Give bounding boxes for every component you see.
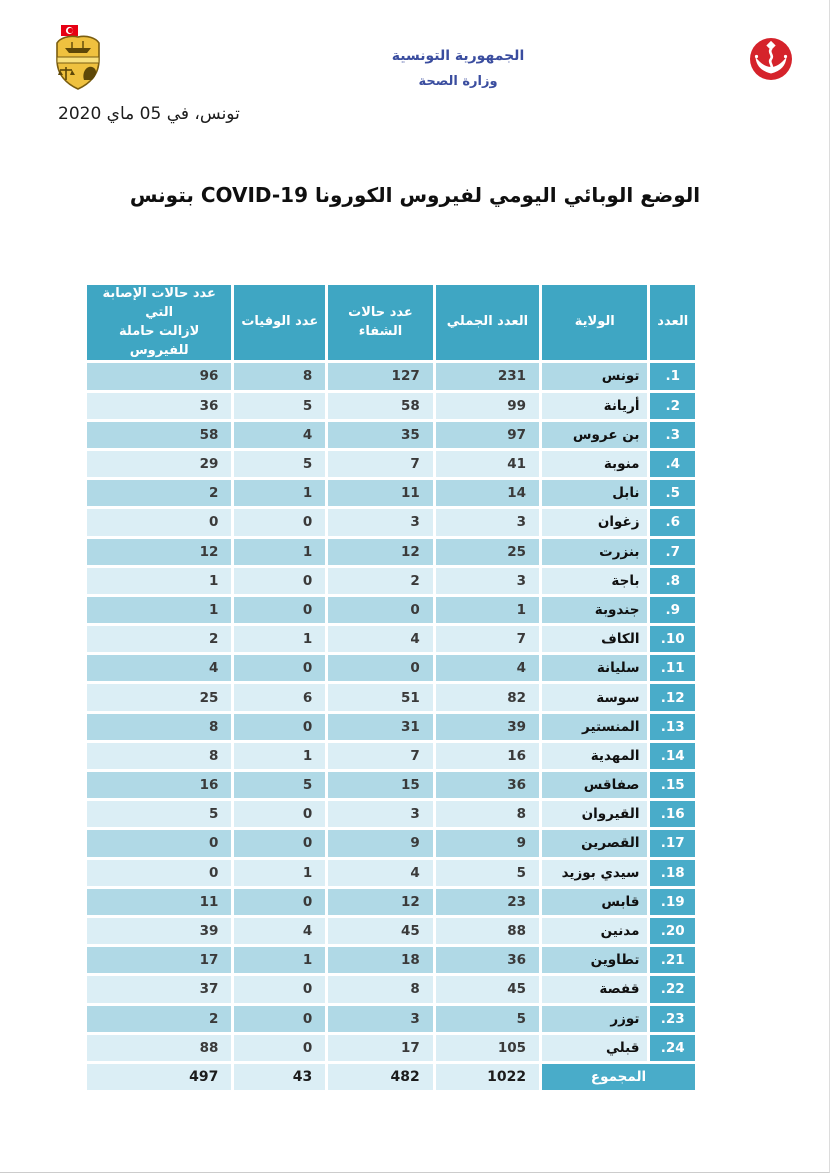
active-cases-cell: 25 <box>87 684 231 710</box>
table-header <box>87 285 695 360</box>
active-cases-cell: 17 <box>87 947 231 973</box>
row-index-cell: 21. <box>650 947 695 973</box>
active-cases-cell: 29 <box>87 451 231 477</box>
deaths-cell: 0 <box>234 597 325 623</box>
total-cases-cell: 5 <box>436 860 539 886</box>
total-cases-cell: 39 <box>436 714 539 740</box>
deaths-cell: 1 <box>234 947 325 973</box>
deaths-cell: 0 <box>234 830 325 856</box>
active-cases-cell: 39 <box>87 918 231 944</box>
table-row <box>87 801 695 827</box>
deaths-cell: 1 <box>234 626 325 652</box>
row-index-cell: 17. <box>650 830 695 856</box>
col-header-active-line1: عدد حالات الإصابة التي <box>102 286 216 320</box>
recovered-cases-cell: 31 <box>328 714 433 740</box>
row-index-cell: 9. <box>650 597 695 623</box>
table-row <box>87 947 695 973</box>
governorate-cell: قبلي <box>542 1035 647 1061</box>
col-header-active-line2: لازالت حاملة للفيروس <box>119 323 200 358</box>
row-index-cell: 12. <box>650 684 695 710</box>
total-cases-cell: 14 <box>436 480 539 506</box>
row-index-cell: 1. <box>650 363 695 389</box>
governorate-cell: مدنين <box>542 918 647 944</box>
total-cases-cell: 8 <box>436 801 539 827</box>
letterhead-text <box>308 48 608 89</box>
table-row <box>87 422 695 448</box>
governorate-cell: الكاف <box>542 626 647 652</box>
row-index-cell: 7. <box>650 539 695 565</box>
active-cases-cell: 2 <box>87 626 231 652</box>
governorate-cell: قفصة <box>542 976 647 1002</box>
recovered-cases-cell: 58 <box>328 393 433 419</box>
total-row <box>87 1064 695 1090</box>
deaths-cell: 0 <box>234 889 325 915</box>
table-row <box>87 568 695 594</box>
total-cases-cell: 25 <box>436 539 539 565</box>
governorate-cell: منوبة <box>542 451 647 477</box>
deaths-cell: 0 <box>234 1006 325 1032</box>
col-header-recovered <box>328 285 433 360</box>
recovered-cases-cell: 35 <box>328 422 433 448</box>
deaths-cell: 0 <box>234 655 325 681</box>
total-cases-cell: 36 <box>436 947 539 973</box>
active-cases-cell: 1 <box>87 568 231 594</box>
recovered-cases-cell: 11 <box>328 480 433 506</box>
row-index-cell: 11. <box>650 655 695 681</box>
col-header-total-label: العدد الجملي <box>446 314 529 330</box>
governorate-cell: أريانة <box>542 393 647 419</box>
ministry-title: وزارة الصحة <box>418 74 498 89</box>
table-row <box>87 626 695 652</box>
total-cases-cell: 88 <box>436 918 539 944</box>
recovered-cases-cell: 7 <box>328 451 433 477</box>
active-cases-cell: 2 <box>87 1006 231 1032</box>
recovered-cases-cell: 4 <box>328 626 433 652</box>
total-cases-cell: 9 <box>436 830 539 856</box>
total-cases-value: 1022 <box>436 1064 539 1090</box>
row-index-cell: 19. <box>650 889 695 915</box>
row-index-cell: 3. <box>650 422 695 448</box>
recovered-cases-cell: 0 <box>328 597 433 623</box>
table-row <box>87 1006 695 1032</box>
row-index-cell: 20. <box>650 918 695 944</box>
table-row <box>87 976 695 1002</box>
table-row <box>87 451 695 477</box>
governorate-cell: تونس <box>542 363 647 389</box>
recovered-cases-cell: 3 <box>328 509 433 535</box>
col-header-recovered-line2: الشفاء <box>358 323 403 339</box>
row-index-cell: 6. <box>650 509 695 535</box>
row-index-cell: 15. <box>650 772 695 798</box>
total-cases-cell: 41 <box>436 451 539 477</box>
table-row <box>87 684 695 710</box>
active-cases-cell: 12 <box>87 539 231 565</box>
deaths-cell: 0 <box>234 568 325 594</box>
active-cases-cell: 36 <box>87 393 231 419</box>
row-index-cell: 16. <box>650 801 695 827</box>
deaths-cell: 1 <box>234 480 325 506</box>
recovered-cases-cell: 12 <box>328 889 433 915</box>
ministry-of-health-logo-icon <box>748 36 794 82</box>
total-active-value: 497 <box>87 1064 231 1090</box>
row-index-cell: 24. <box>650 1035 695 1061</box>
total-row-label: المجموع <box>542 1064 695 1090</box>
table-row <box>87 393 695 419</box>
row-index-cell: 5. <box>650 480 695 506</box>
row-index-cell: 18. <box>650 860 695 886</box>
recovered-cases-cell: 18 <box>328 947 433 973</box>
recovered-cases-cell: 0 <box>328 655 433 681</box>
governorate-cell: نابل <box>542 480 647 506</box>
row-index-cell: 13. <box>650 714 695 740</box>
row-index-cell: 10. <box>650 626 695 652</box>
active-cases-cell: 0 <box>87 860 231 886</box>
table-row <box>87 655 695 681</box>
row-index-cell: 22. <box>650 976 695 1002</box>
col-header-active <box>87 285 231 360</box>
deaths-cell: 8 <box>234 363 325 389</box>
row-index-cell: 2. <box>650 393 695 419</box>
active-cases-cell: 0 <box>87 509 231 535</box>
total-cases-cell: 82 <box>436 684 539 710</box>
recovered-cases-cell: 9 <box>328 830 433 856</box>
governorate-cell: بن عروس <box>542 422 647 448</box>
recovered-cases-cell: 3 <box>328 1006 433 1032</box>
total-cases-cell: 97 <box>436 422 539 448</box>
deaths-cell: 1 <box>234 860 325 886</box>
col-header-total <box>436 285 539 360</box>
col-header-governorate <box>542 285 647 360</box>
col-header-index-label: العدد <box>657 314 689 330</box>
active-cases-cell: 58 <box>87 422 231 448</box>
recovered-cases-cell: 2 <box>328 568 433 594</box>
table-row <box>87 830 695 856</box>
deaths-cell: 1 <box>234 743 325 769</box>
table-row <box>87 363 695 389</box>
recovered-cases-cell: 3 <box>328 801 433 827</box>
col-header-deaths-label: عدد الوفيات <box>241 314 319 330</box>
total-cases-cell: 45 <box>436 976 539 1002</box>
total-cases-cell: 7 <box>436 626 539 652</box>
table-body <box>87 363 695 1061</box>
table-row <box>87 772 695 798</box>
deaths-cell: 0 <box>234 1035 325 1061</box>
active-cases-cell: 8 <box>87 743 231 769</box>
col-header-governorate-label: الولاية <box>574 314 615 330</box>
total-cases-cell: 105 <box>436 1035 539 1061</box>
total-cases-cell: 4 <box>436 655 539 681</box>
governorate-cell: تطاوين <box>542 947 647 973</box>
deaths-cell: 4 <box>234 918 325 944</box>
active-cases-cell: 88 <box>87 1035 231 1061</box>
governorate-cell: سيدي بوزيد <box>542 860 647 886</box>
total-cases-cell: 231 <box>436 363 539 389</box>
active-cases-cell: 0 <box>87 830 231 856</box>
col-header-deaths <box>234 285 325 360</box>
row-index-cell: 23. <box>650 1006 695 1032</box>
total-cases-cell: 1 <box>436 597 539 623</box>
governorate-cell: توزر <box>542 1006 647 1032</box>
deaths-cell: 0 <box>234 714 325 740</box>
governorate-cell: المنستير <box>542 714 647 740</box>
table-row <box>87 539 695 565</box>
total-recovered-value: 482 <box>328 1064 433 1090</box>
table-row <box>87 1035 695 1061</box>
table-row <box>87 889 695 915</box>
deaths-cell: 4 <box>234 422 325 448</box>
active-cases-cell: 2 <box>87 480 231 506</box>
row-index-cell: 14. <box>650 743 695 769</box>
covid-stats-table <box>84 282 698 1093</box>
total-cases-cell: 36 <box>436 772 539 798</box>
table-row <box>87 597 695 623</box>
table-footer <box>87 1064 695 1090</box>
recovered-cases-cell: 8 <box>328 976 433 1002</box>
active-cases-cell: 96 <box>87 363 231 389</box>
table-row <box>87 509 695 535</box>
deaths-cell: 0 <box>234 509 325 535</box>
table-row <box>87 860 695 886</box>
header-row <box>87 285 695 360</box>
governorate-cell: سوسة <box>542 684 647 710</box>
republic-title: الجمهورية التونسية <box>391 48 525 64</box>
governorate-cell: جندوبة <box>542 597 647 623</box>
deaths-cell: 1 <box>234 539 325 565</box>
deaths-cell: 5 <box>234 393 325 419</box>
table-row <box>87 480 695 506</box>
total-cases-cell: 3 <box>436 568 539 594</box>
active-cases-cell: 37 <box>87 976 231 1002</box>
table-row <box>87 918 695 944</box>
total-cases-cell: 5 <box>436 1006 539 1032</box>
deaths-cell: 0 <box>234 976 325 1002</box>
deaths-cell: 0 <box>234 801 325 827</box>
total-cases-cell: 23 <box>436 889 539 915</box>
active-cases-cell: 5 <box>87 801 231 827</box>
col-header-index <box>650 285 695 360</box>
total-deaths-value: 43 <box>234 1064 325 1090</box>
total-cases-cell: 99 <box>436 393 539 419</box>
recovered-cases-cell: 15 <box>328 772 433 798</box>
active-cases-cell: 8 <box>87 714 231 740</box>
recovered-cases-cell: 45 <box>328 918 433 944</box>
recovered-cases-cell: 12 <box>328 539 433 565</box>
deaths-cell: 5 <box>234 772 325 798</box>
recovered-cases-cell: 17 <box>328 1035 433 1061</box>
date-line: تونس، في 05 ماي 2020 <box>58 104 240 124</box>
governorate-cell: قابس <box>542 889 647 915</box>
active-cases-cell: 16 <box>87 772 231 798</box>
row-index-cell: 8. <box>650 568 695 594</box>
governorate-cell: زغوان <box>542 509 647 535</box>
table-row <box>87 714 695 740</box>
governorate-cell: بنزرت <box>542 539 647 565</box>
active-cases-cell: 1 <box>87 597 231 623</box>
deaths-cell: 5 <box>234 451 325 477</box>
recovered-cases-cell: 7 <box>328 743 433 769</box>
table-row <box>87 743 695 769</box>
row-index-cell: 4. <box>650 451 695 477</box>
tunisia-coat-of-arms-icon <box>52 24 104 92</box>
recovered-cases-cell: 4 <box>328 860 433 886</box>
governorate-cell: المهدية <box>542 743 647 769</box>
total-cases-cell: 16 <box>436 743 539 769</box>
col-header-recovered-line1: عدد حالات <box>348 304 413 320</box>
deaths-cell: 6 <box>234 684 325 710</box>
recovered-cases-cell: 127 <box>328 363 433 389</box>
governorate-cell: باجة <box>542 568 647 594</box>
governorate-cell: سليانة <box>542 655 647 681</box>
governorate-cell: القيروان <box>542 801 647 827</box>
governorate-cell: القصرين <box>542 830 647 856</box>
report-title: الوضع الوبائي اليومي لفيروس الكورونا COVID-19 بتونس <box>129 183 701 207</box>
total-cases-cell: 3 <box>436 509 539 535</box>
active-cases-cell: 4 <box>87 655 231 681</box>
governorate-cell: صفاقس <box>542 772 647 798</box>
active-cases-cell: 11 <box>87 889 231 915</box>
recovered-cases-cell: 51 <box>328 684 433 710</box>
